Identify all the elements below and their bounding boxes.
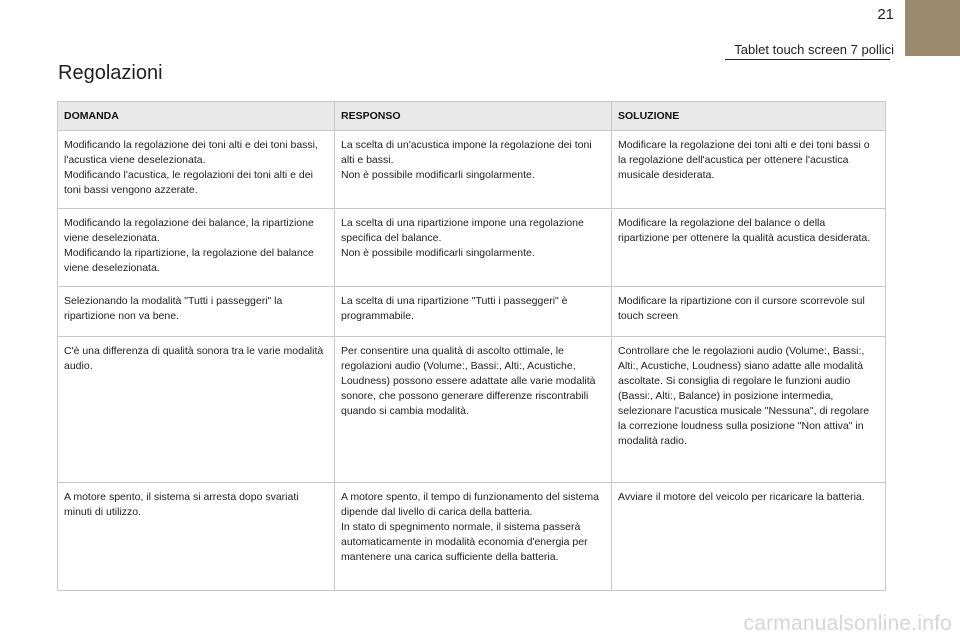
- question-cell: Selezionando la modalità "Tutti i passeggeri" la ripartizione non va bene.: [58, 287, 335, 337]
- watermark: carmanualsonline.info: [743, 612, 952, 635]
- page-number: 21: [877, 6, 894, 23]
- table-header-row: [58, 102, 886, 131]
- question-cell: Modificando la regolazione dei balance, la ripartizione viene deselezionata. Modificando la ripartizione, la regolazione del balance viene deselezionata.: [58, 209, 335, 287]
- solution-cell: Modificare la regolazione del balance o della ripartizione per ottenere la qualità acustica desiderata.: [612, 209, 886, 287]
- question-cell: C'è una differenza di qualità sonora tra le varie modalità audio.: [58, 337, 335, 483]
- column-header-question: DOMANDA: [58, 102, 335, 131]
- column-header-solution: SOLUZIONE: [612, 102, 886, 131]
- answer-cell: Per consentire una qualità di ascolto ottimale, le regolazioni audio (Volume:, Bassi:, Alti:, Acustiche, Loudness) possono essere adattate alle varie modalità sonore, che possono generare differenze riscontrabili quando si cambia modalità.: [335, 337, 612, 483]
- question-cell: A motore spento, il sistema si arresta dopo svariati minuti di utilizzo.: [58, 483, 335, 591]
- page-title: Regolazioni: [58, 62, 163, 84]
- table-row: [58, 337, 886, 483]
- question-cell: Modificando la regolazione dei toni alti e dei toni bassi, l'acustica viene deselezionata. Modificando l'acustica, le regolazioni dei toni alti e dei toni bassi vengono azzerate.: [58, 131, 335, 209]
- chapter-tab: [905, 0, 960, 56]
- answer-cell: La scelta di un'acustica impone la regolazione dei toni alti e bassi. Non è possibile modificarli singolarmente.: [335, 131, 612, 209]
- table-row: [58, 209, 886, 287]
- faq-table: [57, 101, 886, 591]
- answer-cell: La scelta di una ripartizione impone una regolazione specifica del balance. Non è possibile modificarli singolarmente.: [335, 209, 612, 287]
- answer-cell: La scelta di una ripartizione "Tutti i passeggeri" è programmabile.: [335, 287, 612, 337]
- solution-cell: Controllare che le regolazioni audio (Volume:, Bassi:, Alti:, Acustiche, Loudness) siano adatte alle modalità ascoltate. Si consiglia di regolare le funzioni audio (Bassi:, Alti:, Balance) in posizione intermedia, selezionare l'acustica musicale "Nessuna", di regolare la correzione loudness sulla posizione "Non attiva" in modalità radio.: [612, 337, 886, 483]
- solution-cell: Modificare la regolazione dei toni alti e dei toni bassi o la regolazione dell'acustica per ottenere l'acustica musicale desiderata.: [612, 131, 886, 209]
- header-divider: [725, 59, 890, 60]
- column-header-answer: RESPONSO: [335, 102, 612, 131]
- section-title: Tablet touch screen 7 pollici: [734, 42, 894, 57]
- table-row: [58, 287, 886, 337]
- table-row: [58, 131, 886, 209]
- solution-cell: Modificare la ripartizione con il cursore scorrevole sul touch screen: [612, 287, 886, 337]
- table-row: [58, 483, 886, 591]
- solution-cell: Avviare il motore del veicolo per ricaricare la batteria.: [612, 483, 886, 591]
- answer-cell: A motore spento, il tempo di funzionamento del sistema dipende dal livello di carica della batteria. In stato di spegnimento normale, il sistema passerà automaticamente in modalità economia d'energia per mantenere una carica sufficiente della batteria.: [335, 483, 612, 591]
